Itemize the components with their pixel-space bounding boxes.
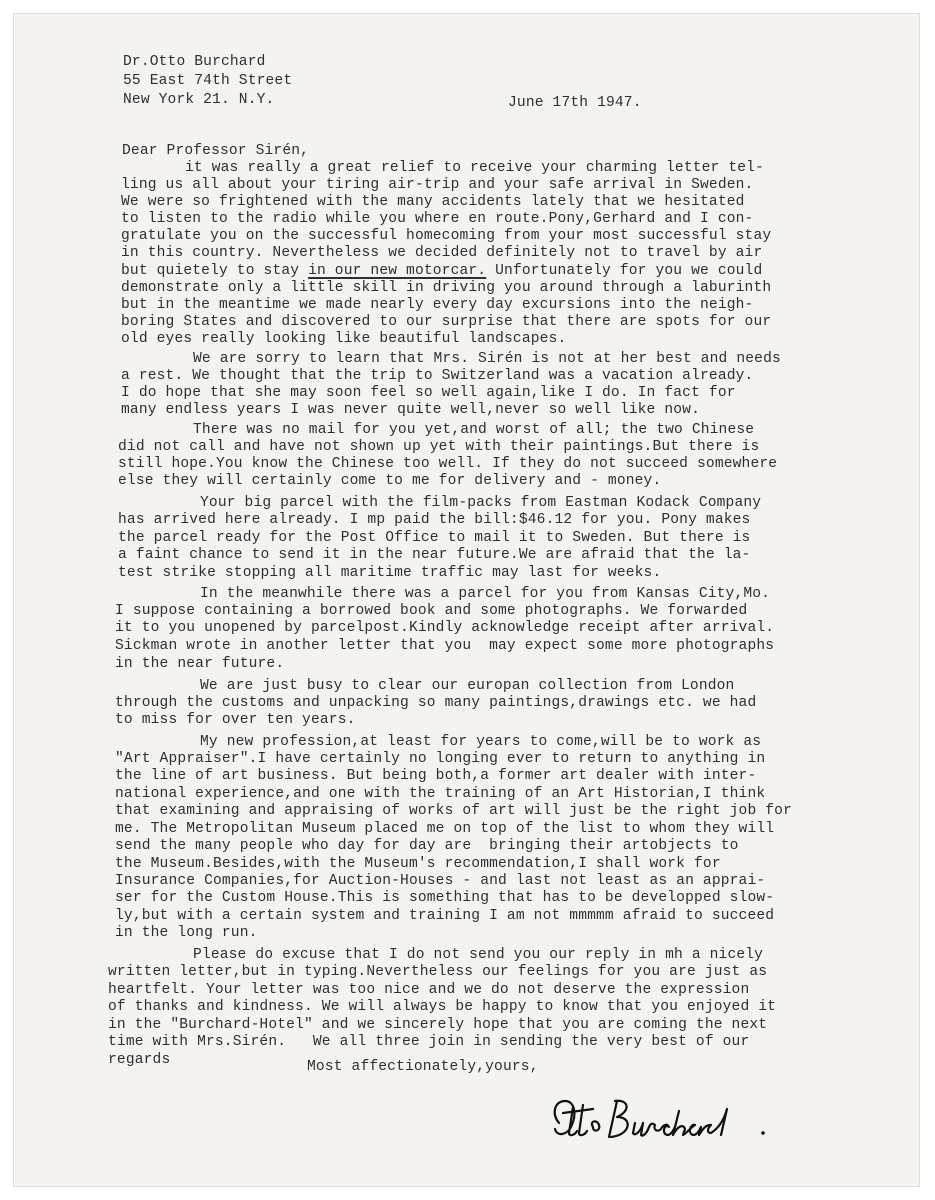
body-line: boring States and discovered to our surprise that there are spots for our [121, 314, 772, 330]
body-line: national experience,and one with the training of an Art Historian,I think [115, 786, 766, 802]
body-line: it to you unopened by parcelpost.Kindly acknowledge receipt after arrival. [115, 620, 775, 636]
body-line: the parcel ready for the Post Office to mail it to Sweden. But there is [118, 530, 751, 546]
body-line: send the many people who day for day are bringing their artobjects to [115, 838, 739, 854]
sender-address [123, 53, 292, 110]
body-line: a rest. We thought that the trip to Switzerland was a vacation already. [121, 368, 754, 384]
body-line: many endless years I was never quite well,never so well like now. [121, 402, 700, 418]
body-line: Sickman wrote in another letter that you may expect some more photographs [115, 638, 775, 654]
body-line: it was really a great relief to receive your charming letter tel- [185, 160, 764, 176]
body-line: in the near future. [115, 656, 285, 672]
body-line: else they will certainly come to me for delivery and - money. [118, 473, 662, 489]
body-line: the Museum.Besides,with the Museum's recommendation,I shall work for [115, 856, 721, 872]
sender-city: New York 21. N.Y. [123, 92, 275, 108]
body-line: the line of art business. But being both,a former art dealer with inter- [115, 768, 757, 784]
body-line: in this country. Nevertheless we decided definitely not to travel by air [121, 245, 763, 261]
body-line: to miss for over ten years. [115, 712, 356, 728]
body-line: of thanks and kindness. We will always be happy to know that you enjoyed it [108, 999, 777, 1015]
body-line: Please do excuse that I do not send you our reply in mh a nicely [193, 947, 764, 963]
body-line: through the customs and unpacking so many paintings,drawings etc. we had [115, 695, 757, 711]
body-line: We are sorry to learn that Mrs. Sirén is not at her best and needs [193, 351, 781, 367]
body-line: "Art Appraiser".I have certainly no longing ever to return to anything in [115, 751, 766, 767]
body-line: gratulate you on the successful homecoming from your most successful stay [121, 228, 772, 244]
body-line: but in the meantime we made nearly every day excursions into the neigh- [121, 297, 754, 313]
body-line: ly,but with a certain system and training I am not mmmmm afraid to succeed [115, 908, 775, 924]
body-line: ser for the Custom House.This is something that has to be developped slow- [115, 890, 775, 906]
body-line: me. The Metropolitan Museum placed me on top of the list to whom they will [115, 821, 775, 837]
body-line: test strike stopping all maritime traffic may last for weeks. [118, 565, 662, 581]
body-line: to listen to the radio while you where en route.Pony,Gerhard and I con- [121, 211, 754, 227]
body-line: but quietely to stay in our new motorcar. Unfortunately for you we could [121, 263, 763, 279]
body-line: still hope.You know the Chinese too well. If they do not succeed somewhere [118, 456, 778, 472]
body-line: ling us all about your tiring air-trip and your safe arrival in Sweden. [121, 177, 754, 193]
body-line: time with Mrs.Sirén. We all three join in sending the very best of our [108, 1034, 750, 1050]
body-line: I suppose containing a borrowed book and some photographs. We forwarded [115, 603, 748, 619]
salutation: Dear Professor Sirén, [122, 143, 310, 159]
sender-name: Dr.Otto Burchard [123, 54, 266, 70]
body-line: There was no mail for you yet,and worst of all; the two Chinese [193, 422, 755, 438]
body-line: did not call and have not shown up yet with their paintings.But there is [118, 439, 760, 455]
sender-street: 55 East 74th Street [123, 73, 293, 89]
closing: Most affectionately,yours, [307, 1059, 539, 1075]
body-line: Insurance Companies,for Auction-Houses - and last not least as an apprai- [115, 873, 766, 889]
body-line: that examining and appraising of works of art will just be the right job for [115, 803, 792, 819]
body-line: a faint chance to send it in the near future.We are afraid that the la- [118, 547, 751, 563]
body-line: We are just busy to clear our europan collection from London [200, 678, 735, 694]
body-line: heartfelt. Your letter was too nice and we do not deserve the expression [108, 982, 750, 998]
body-line: In the meanwhile there was a parcel for you from Kansas City,Mo. [200, 586, 771, 602]
body-line: old eyes really looking like beautiful landscapes. [121, 331, 567, 347]
body-line: Your big parcel with the film-packs from Eastman Kodack Company [200, 495, 762, 511]
letter-date: June 17th 1947. [508, 95, 642, 111]
body-line: We were so frightened with the many accidents lately that we hesitated [121, 194, 745, 210]
underlined-phrase: in our new motorcar. [308, 263, 487, 279]
handwritten-signature [545, 1093, 785, 1153]
body-line: regards [108, 1052, 171, 1068]
body-line: I do hope that she may soon feel so well again,like I do. In fact for [121, 385, 736, 401]
body-line: demonstrate only a little skill in driving you around through a laburinth [121, 280, 772, 296]
body-line: written letter,but in typing.Nevertheless our feelings for you are just as [108, 964, 768, 980]
body-line: in the "Burchard-Hotel" and we sincerely hope that you are coming the next [108, 1017, 768, 1033]
body-line: My new profession,at least for years to come,will be to work as [200, 734, 762, 750]
body-line: has arrived here already. I mp paid the bill:$46.12 for you. Pony makes [118, 512, 751, 528]
body-line: in the long run. [115, 925, 258, 941]
